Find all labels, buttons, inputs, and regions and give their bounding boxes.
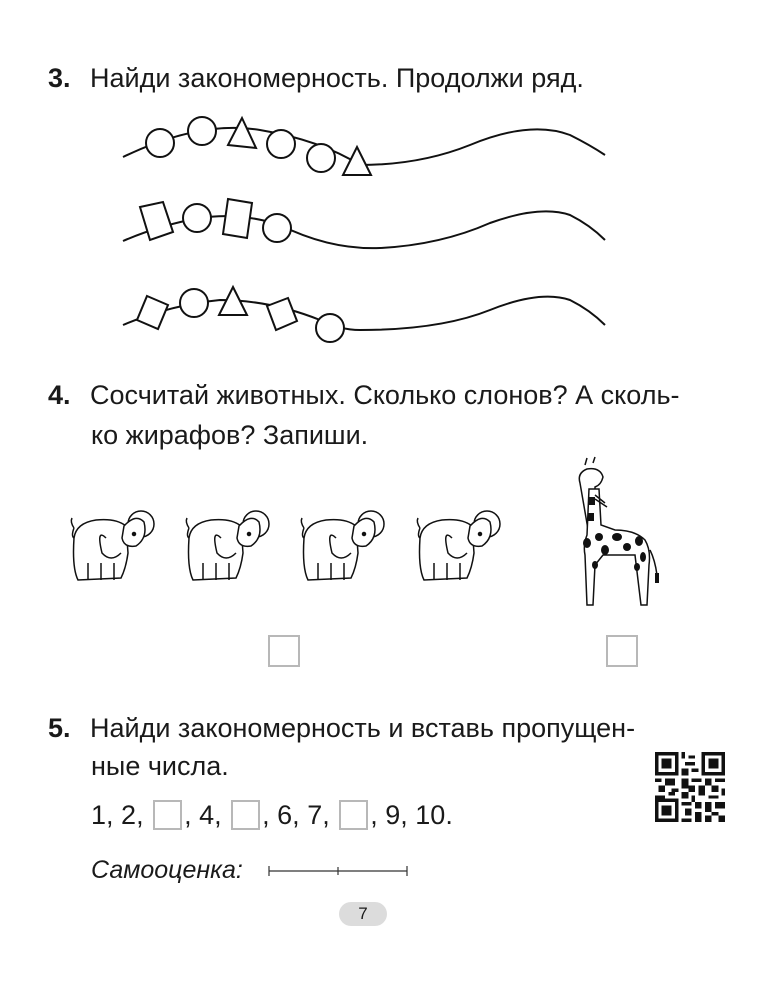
self-assessment-scale[interactable] xyxy=(268,866,408,876)
seq-number: 7, xyxy=(307,800,330,830)
task-5-text-line2: ные числа. xyxy=(91,751,229,781)
giraffe-icon xyxy=(575,455,665,615)
missing-number-box[interactable] xyxy=(339,800,368,830)
task-4-text-line2: ко жирафов? Запиши. xyxy=(91,420,369,450)
task-text: Сосчитай животных. Сколько слонов? А сколь- xyxy=(90,380,680,410)
seq-number: , 6, xyxy=(262,800,300,830)
seq-number: 10. xyxy=(415,800,453,830)
qr-code-icon[interactable] xyxy=(655,752,725,822)
seq-number: , 4, xyxy=(184,800,222,830)
elephant-icon xyxy=(296,508,386,588)
page-number: 7 xyxy=(339,902,387,926)
number-sequence xyxy=(91,795,453,835)
task-number: 5. xyxy=(48,713,71,743)
task-5-heading xyxy=(48,708,635,748)
elephant-icon xyxy=(412,508,502,588)
elephants-answer-box[interactable] xyxy=(268,635,300,667)
self-assessment-label: Самооценка: xyxy=(91,856,243,884)
task-number: 4. xyxy=(48,380,71,410)
missing-number-box[interactable] xyxy=(153,800,182,830)
missing-number-box[interactable] xyxy=(231,800,260,830)
elephant-icon xyxy=(181,508,271,588)
seq-number: 1, xyxy=(91,800,114,830)
task-4-heading xyxy=(48,375,680,415)
task-text: Найди закономерность. Продолжи ряд. xyxy=(90,63,584,93)
task-number: 3. xyxy=(48,63,71,93)
task-text: Найди закономерность и вставь пропущен- xyxy=(90,713,636,743)
seq-number: , 9, xyxy=(370,800,408,830)
seq-number: 2, xyxy=(121,800,144,830)
giraffes-answer-box[interactable] xyxy=(606,635,638,667)
elephant-icon xyxy=(66,508,156,588)
